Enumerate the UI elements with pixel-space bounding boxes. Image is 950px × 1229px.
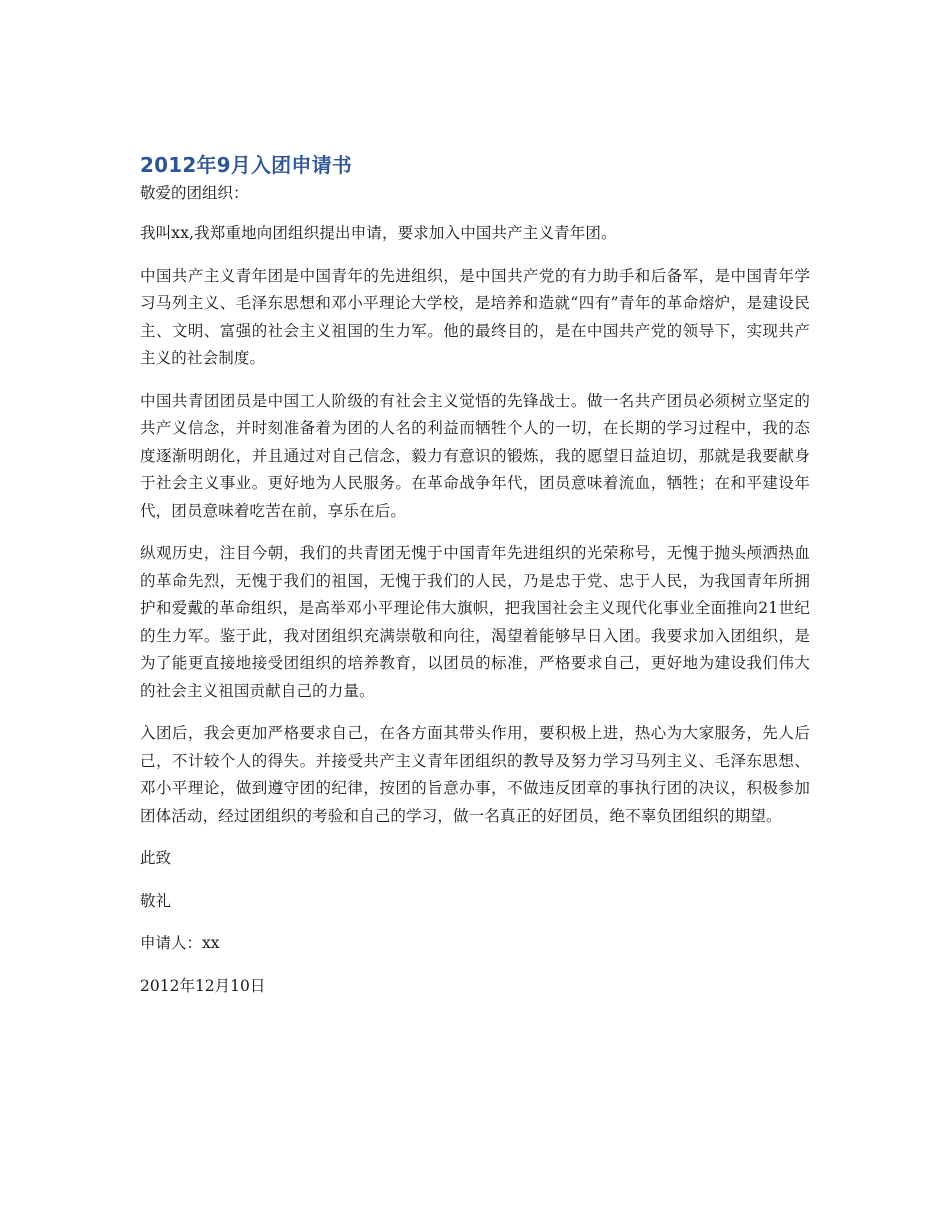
paragraph-commitment: 入团后，我会更加严格要求自己，在各方面其带头作用，要积极上进，热心为大家服务，先人后己，不计较个人的得失。并接受共产主义青年团组织的教导及努力学习马列主义、毛泽东思想、邓小平理论，做到遵守团的纪律，按团的旨意办事，不做违反团章的事执行团的决议，积极参加团体活动，经过团组织的考验和自己的学习，做一名真正的好团员，绝不辜负团组织的期望。 (140, 724, 810, 825)
document-page (140, 150, 810, 1015)
paragraph-history: 纵观历史，注目今朝，我们的共青团无愧于中国青年先进组织的光荣称号，无愧于抛头颅洒热血的革命先烈，无愧于我们的祖国，无愧于我们的人民，乃是忠于党、忠于人民，为我国青年所拥护和爱戴的革命组织，是高举邓小平理论伟大旗帜，把我国社会主义现代化事业全面推向21世纪的生力军。鉴于此，我对团组织充满崇敬和向往，渴望着能够早日入团。我要求加入团组织，是为了能更直接地接受团组织的培养教育，以团员的标准，严格要求自己，更好地为建设我们伟大的社会主义祖国贡献自己的力量。 (140, 544, 810, 700)
closing-line-2: 敬礼 (140, 891, 172, 910)
paragraph-league-description: 中国共产主义青年团是中国青年的先进组织，是中国共产党的有力助手和后备军，是中国青年学习马列主义、毛泽东思想和邓小平理论大学校，是培养和造就“四有”青年的革命熔炉，是建设民主、文明、富强的社会主义祖国的生力军。他的最终目的，是在中国共产党的领导下，实现共产主义的社会制度。 (140, 266, 810, 367)
document-date: 2012年12月10日 (140, 976, 266, 995)
document-title: 2012年9月入团申请书 (140, 153, 352, 177)
salutation: 敬爱的团组织： (140, 184, 249, 202)
closing-line-1: 此致 (140, 849, 172, 867)
paragraph-member-duty: 中国共青团团员是中国工人阶级的有社会主义觉悟的先锋战士。做一名共产团员必须树立坚定的共产义信念，并时刻准备着为团的人名的利益而牺牲个人的一切，在长期的学习过程中，我的态度逐渐明朗化，并且通过对自己信念，毅力有意识的锻炼，我的愿望日益迫切，那就是我要献身于社会主义事业。更好地为人民服务。在革命战争年代，团员意味着流血，牺牲；在和平建设年代，团员意味着吃苦在前，享乐在后。 (140, 391, 810, 520)
applicant-signature: 申请人：xx (140, 934, 220, 952)
paragraph-intro: 我叫xx,我郑重地向团组织提出申请，要求加入中国共产主义青年团。 (140, 224, 617, 242)
